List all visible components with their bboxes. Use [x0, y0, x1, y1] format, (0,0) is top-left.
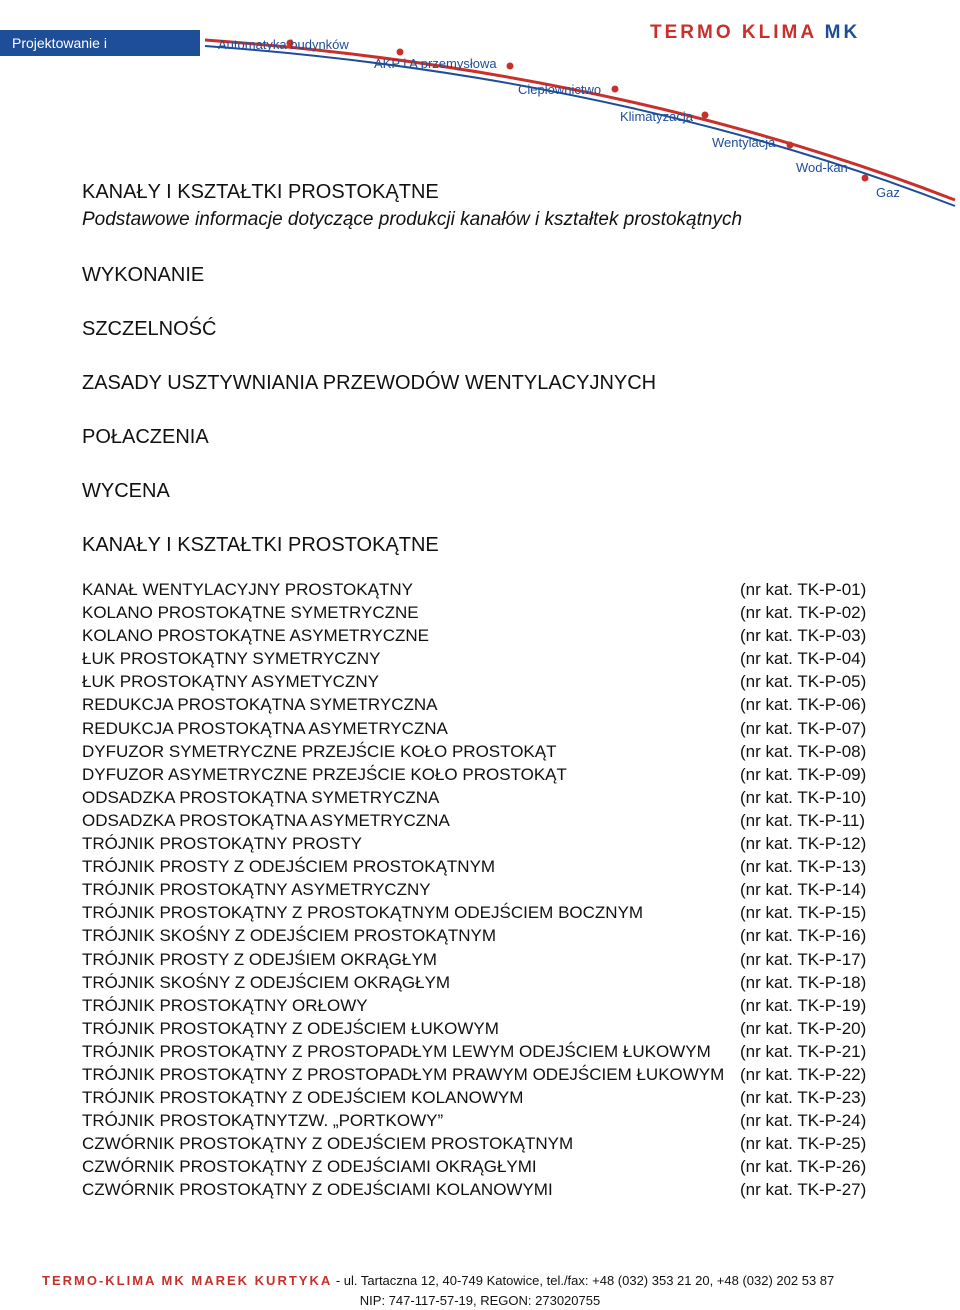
item-name: TRÓJNIK PROSTOKĄTNY PROSTY: [82, 834, 362, 854]
list-item: [82, 693, 867, 716]
list-item: [82, 1132, 867, 1155]
footer-ids: NIP: 747-117-57-19, REGON: 273020755: [359, 1293, 601, 1308]
item-catalog-number: (nr kat. TK-P-05): [740, 672, 867, 692]
service-cieplownictwo: Ciepłownictwo: [518, 82, 602, 97]
item-catalog-number: (nr kat. TK-P-25): [740, 1134, 867, 1154]
dot-4: [612, 86, 619, 93]
service-klimatyzacja: Klimatyzacja: [620, 109, 693, 124]
item-catalog-number: (nr kat. TK-P-01): [740, 580, 867, 599]
item-name: TRÓJNIK PROSTY Z ODEJŚIEM OKRĄGŁYM: [82, 949, 437, 969]
item-name: KOLANO PROSTOKĄTNE ASYMETRYCZNE: [82, 626, 430, 646]
dot-7: [862, 175, 869, 182]
list-item: [82, 786, 867, 809]
list-item: [82, 1155, 867, 1178]
item-catalog-number: (nr kat. TK-P-16): [740, 926, 867, 946]
item-name: TRÓJNIK PROSTOKĄTNY ASYMETRYCZNY: [82, 880, 431, 900]
item-catalog-number: (nr kat. TK-P-09): [740, 764, 867, 784]
list-item: [82, 647, 867, 670]
item-catalog-number: (nr kat. TK-P-17): [740, 949, 867, 969]
service-gaz: Gaz: [876, 185, 900, 200]
list-item: [82, 1178, 867, 1201]
section-zasady: ZASADY USZTYWNIANIA PRZEWODÓW WENTYLACYJNYCH: [82, 372, 657, 394]
item-name: DYFUZOR ASYMETRYCZNE PRZEJŚCIE KOŁO PROSTOKĄT: [82, 764, 567, 784]
section-szczelnosc: SZCZELNOŚĆ: [82, 318, 217, 340]
list-item: [82, 763, 867, 786]
item-catalog-number: (nr kat. TK-P-06): [740, 695, 867, 715]
document-body: [82, 178, 867, 1202]
list-item: [82, 948, 867, 971]
item-catalog-number: (nr kat. TK-P-08): [740, 741, 867, 761]
list-item: [82, 740, 867, 763]
list-item: [82, 1017, 867, 1040]
item-name: ŁUK PROSTOKĄTNY ASYMETYCZNY: [82, 672, 379, 692]
footer-address-line: [42, 1273, 834, 1288]
item-catalog-number: (nr kat. TK-P-22): [740, 1064, 867, 1084]
catalog-list: [82, 578, 867, 1202]
dot-5: [702, 112, 709, 119]
list-heading: KANAŁY I KSZTAŁTKI PROSTOKĄTNE: [82, 534, 439, 556]
item-catalog-number: (nr kat. TK-P-13): [740, 857, 867, 877]
item-catalog-number: (nr kat. TK-P-04): [740, 649, 867, 669]
list-item: [82, 878, 867, 901]
item-catalog-number: (nr kat. TK-P-20): [740, 1018, 867, 1038]
item-name: TRÓJNIK PROSTOKĄTNYTZW. „PORTKOWY”: [82, 1111, 444, 1131]
logo-text-right: MK: [824, 22, 861, 43]
item-name: CZWÓRNIK PROSTOKĄTNY Z ODEJŚCIAMI OKRĄGŁYMI: [82, 1157, 537, 1177]
service-automatyka: Automatyka budynków: [218, 37, 349, 52]
list-item: [82, 1086, 867, 1109]
footer-brand: TERMO-KLIMA MK MAREK KURTYKA: [42, 1273, 333, 1288]
list-item: [82, 1109, 867, 1132]
item-catalog-number: (nr kat. TK-P-14): [740, 880, 867, 900]
doc-subtitle: Podstawowe informacje dotyczące produkcji kanałów i kształtek prostokątnych: [82, 209, 743, 230]
list-item: [82, 670, 867, 693]
item-name: REDUKCJA PROSTOKĄTNA SYMETRYCZNA: [82, 695, 438, 715]
item-name: DYFUZOR SYMETRYCZNE PRZEJŚCIE KOŁO PROSTOKĄT: [82, 741, 557, 761]
item-catalog-number: (nr kat. TK-P-26): [740, 1157, 867, 1177]
curve-red: [205, 40, 955, 200]
logo-text-left: TERMO KLIMA: [650, 22, 817, 43]
item-name: REDUKCJA PROSTOKĄTNA ASYMETRYCZNA: [82, 718, 448, 738]
item-name: TRÓJNIK PROSTOKĄTNY Z ODEJŚCIEM KOLANOWYM: [82, 1088, 524, 1108]
dot-3: [507, 63, 514, 70]
header-projektowanie: Projektowanie i wykonawstwo:: [12, 35, 107, 77]
item-name: KANAŁ WENTYLACYJNY PROSTOKĄTNY: [82, 580, 413, 599]
item-name: TRÓJNIK PROSTOKĄTNY ORŁOWY: [82, 995, 368, 1015]
item-catalog-number: (nr kat. TK-P-19): [740, 995, 867, 1015]
section-polaczenia: POŁACZENIA: [82, 426, 209, 448]
item-catalog-number: (nr kat. TK-P-10): [740, 787, 867, 807]
item-catalog-number: (nr kat. TK-P-21): [740, 1041, 867, 1061]
list-item: [82, 971, 867, 994]
item-catalog-number: (nr kat. TK-P-11): [740, 810, 866, 830]
item-catalog-number: (nr kat. TK-P-03): [740, 626, 867, 646]
section-wykonanie: WYKONANIE: [82, 264, 205, 286]
item-name: TRÓJNIK PROSTOKĄTNY Z PROSTOKĄTNYM ODEJŚCIEM BOCZNYM: [82, 903, 644, 923]
item-name: TRÓJNIK PROSTOKĄTNY Z PROSTOPADŁYM LEWYM ODEJŚCIEM ŁUKOWYM: [82, 1041, 711, 1061]
list-item: [82, 855, 867, 878]
service-wentylacja: Wentylacja: [712, 135, 776, 150]
item-catalog-number: (nr kat. TK-P-07): [740, 718, 867, 738]
item-name: ŁUK PROSTOKĄTNY SYMETRYCZNY: [82, 649, 381, 669]
company-logo: [650, 22, 860, 44]
section-wycena: WYCENA: [82, 480, 170, 502]
dot-2: [397, 49, 404, 56]
list-item: [82, 717, 867, 740]
item-name: TRÓJNIK SKOŚNY Z ODEJŚCIEM OKRĄGŁYM: [82, 972, 451, 992]
list-item: [82, 1040, 867, 1063]
item-name: TRÓJNIK PROSTY Z ODEJŚCIEM PROSTOKĄTNYM: [82, 857, 496, 877]
list-item: [82, 924, 867, 947]
list-item: [82, 624, 867, 647]
item-catalog-number: (nr kat. TK-P-12): [740, 834, 867, 854]
footer-address: - ul. Tartaczna 12, 40-749 Katowice, tel./fax: +48 (032) 353 21 20, +48 (032) 202 53 87: [332, 1273, 835, 1288]
list-item: [82, 809, 866, 832]
item-name: CZWÓRNIK PROSTOKĄTNY Z ODEJŚCIEM PROSTOKĄTNYM: [82, 1134, 574, 1154]
item-name: CZWÓRNIK PROSTOKĄTNY Z ODEJŚCIAMI KOLANOWYMI: [82, 1180, 553, 1200]
item-catalog-number: (nr kat. TK-P-27): [740, 1180, 867, 1200]
service-akp: AKP i A przemysłowa: [374, 56, 497, 71]
item-catalog-number: (nr kat. TK-P-23): [740, 1088, 867, 1108]
item-catalog-number: (nr kat. TK-P-15): [740, 903, 867, 923]
list-item: [82, 901, 867, 924]
list-item: [82, 832, 867, 855]
item-name: ODSADZKA PROSTOKĄTNA SYMETRYCZNA: [82, 787, 440, 807]
list-item: [82, 578, 867, 601]
item-catalog-number: (nr kat. TK-P-02): [740, 603, 867, 623]
doc-title: KANAŁY I KSZTAŁTKI PROSTOKĄTNE: [82, 181, 439, 203]
list-item: [82, 601, 867, 624]
dot-6: [787, 142, 794, 149]
service-wodkan: Wod-kan: [796, 160, 848, 175]
item-name: TRÓJNIK PROSTOKĄTNY Z PROSTOPADŁYM PRAWYM ODEJŚCIEM ŁUKOWYM: [82, 1064, 725, 1084]
item-name: TRÓJNIK PROSTOKĄTNY Z ODEJŚCIEM ŁUKOWYM: [82, 1018, 499, 1038]
item-catalog-number: (nr kat. TK-P-24): [740, 1111, 867, 1131]
item-catalog-number: (nr kat. TK-P-18): [740, 972, 867, 992]
list-item: [82, 1063, 867, 1086]
item-name: KOLANO PROSTOKĄTNE SYMETRYCZNE: [82, 603, 419, 623]
list-item: [82, 994, 867, 1017]
item-name: TRÓJNIK SKOŚNY Z ODEJŚCIEM PROSTOKĄTNYM: [82, 926, 497, 946]
item-name: ODSADZKA PROSTOKĄTNA ASYMETRYCZNA: [82, 810, 450, 830]
